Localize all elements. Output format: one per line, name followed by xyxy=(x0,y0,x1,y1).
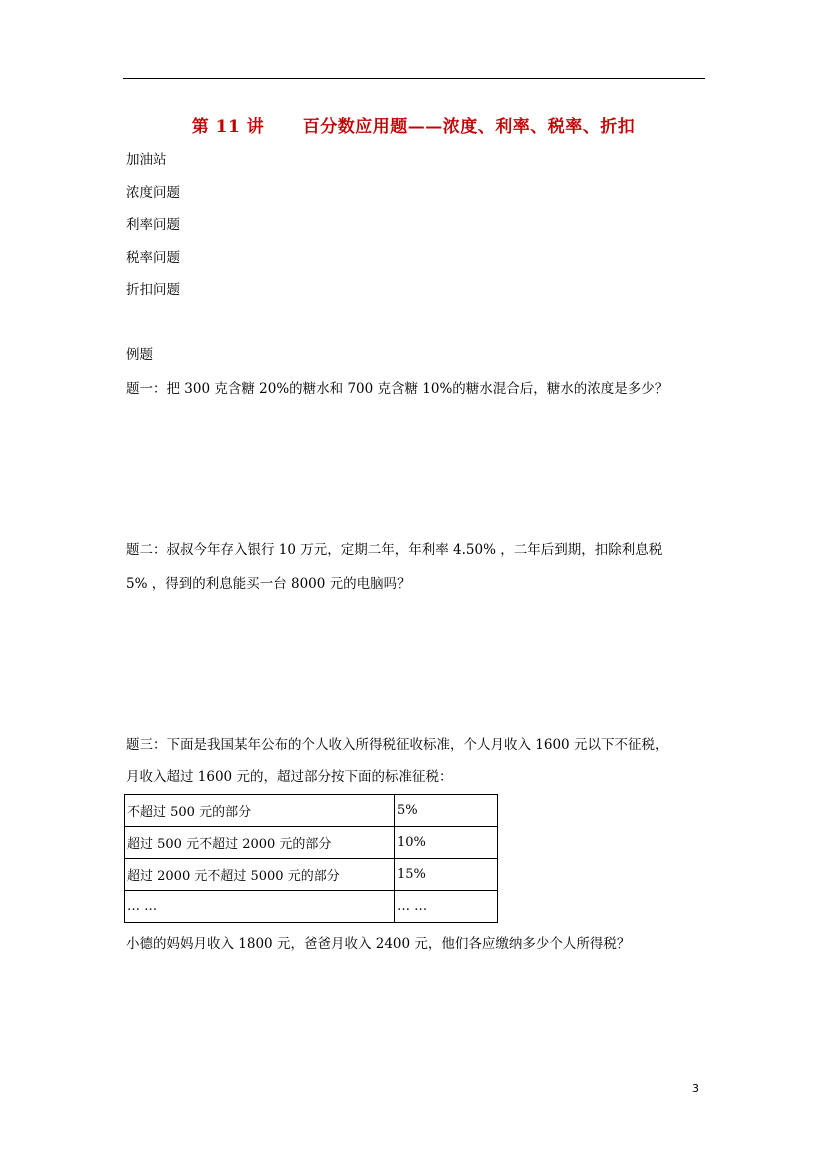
tax-rate-table xyxy=(124,794,498,923)
question-2-line-2: 5% ，得到的利息能买一台 8000 元的电脑吗？ xyxy=(126,576,411,592)
question-1: 题一：把 300 克含糖 20%的糖水和 700 克含糖 10%的糖水混合后，糖水的浓度是多少？ xyxy=(126,381,669,397)
toc-item-concentration: 浓度问题 xyxy=(126,185,180,201)
toc-item-jiayouzhan: 加油站 xyxy=(126,152,167,168)
toc-item-tax: 税率问题 xyxy=(126,250,180,266)
question-3-line-1: 题三：下面是我国某年公布的个人收入所得税征收标准，个人月收入 1600 元以下不征税， xyxy=(126,737,669,753)
table-cell-range: 超过 500 元不超过 2000 元的部分 xyxy=(125,827,395,859)
table-cell-rate: 10% xyxy=(395,827,498,859)
table-cell-rate: 5% xyxy=(395,795,498,827)
table-row xyxy=(125,859,498,891)
table-row xyxy=(125,827,498,859)
question-2-line-1: 题二：叔叔今年存入银行 10 万元，定期二年，年利率 4.50% ，二年后到期，扣除利息税 xyxy=(126,542,663,558)
page-number: 3 xyxy=(692,1082,699,1095)
toc-item-discount: 折扣问题 xyxy=(126,282,180,298)
table-cell-range: … … xyxy=(125,891,395,923)
examples-heading: 例题 xyxy=(126,347,153,363)
table-cell-rate: … … xyxy=(395,891,498,923)
table-cell-range: 超过 2000 元不超过 5000 元的部分 xyxy=(125,859,395,891)
table-row xyxy=(125,795,498,827)
table-cell-range: 不超过 500 元的部分 xyxy=(125,795,395,827)
question-3-question: 小德的妈妈月收入 1800 元，爸爸月收入 2400 元，他们各应缴纳多少个人所得税？ xyxy=(126,936,631,952)
header-rule xyxy=(123,78,705,79)
toc-item-interest: 利率问题 xyxy=(126,217,180,233)
table-row xyxy=(125,891,498,923)
page-title: 第 11 讲 百分数应用题——浓度、利率、税率、折扣 xyxy=(191,117,636,137)
question-3-line-2: 月收入超过 1600 元的，超过部分按下面的标准征税： xyxy=(126,769,453,785)
table-cell-rate: 15% xyxy=(395,859,498,891)
